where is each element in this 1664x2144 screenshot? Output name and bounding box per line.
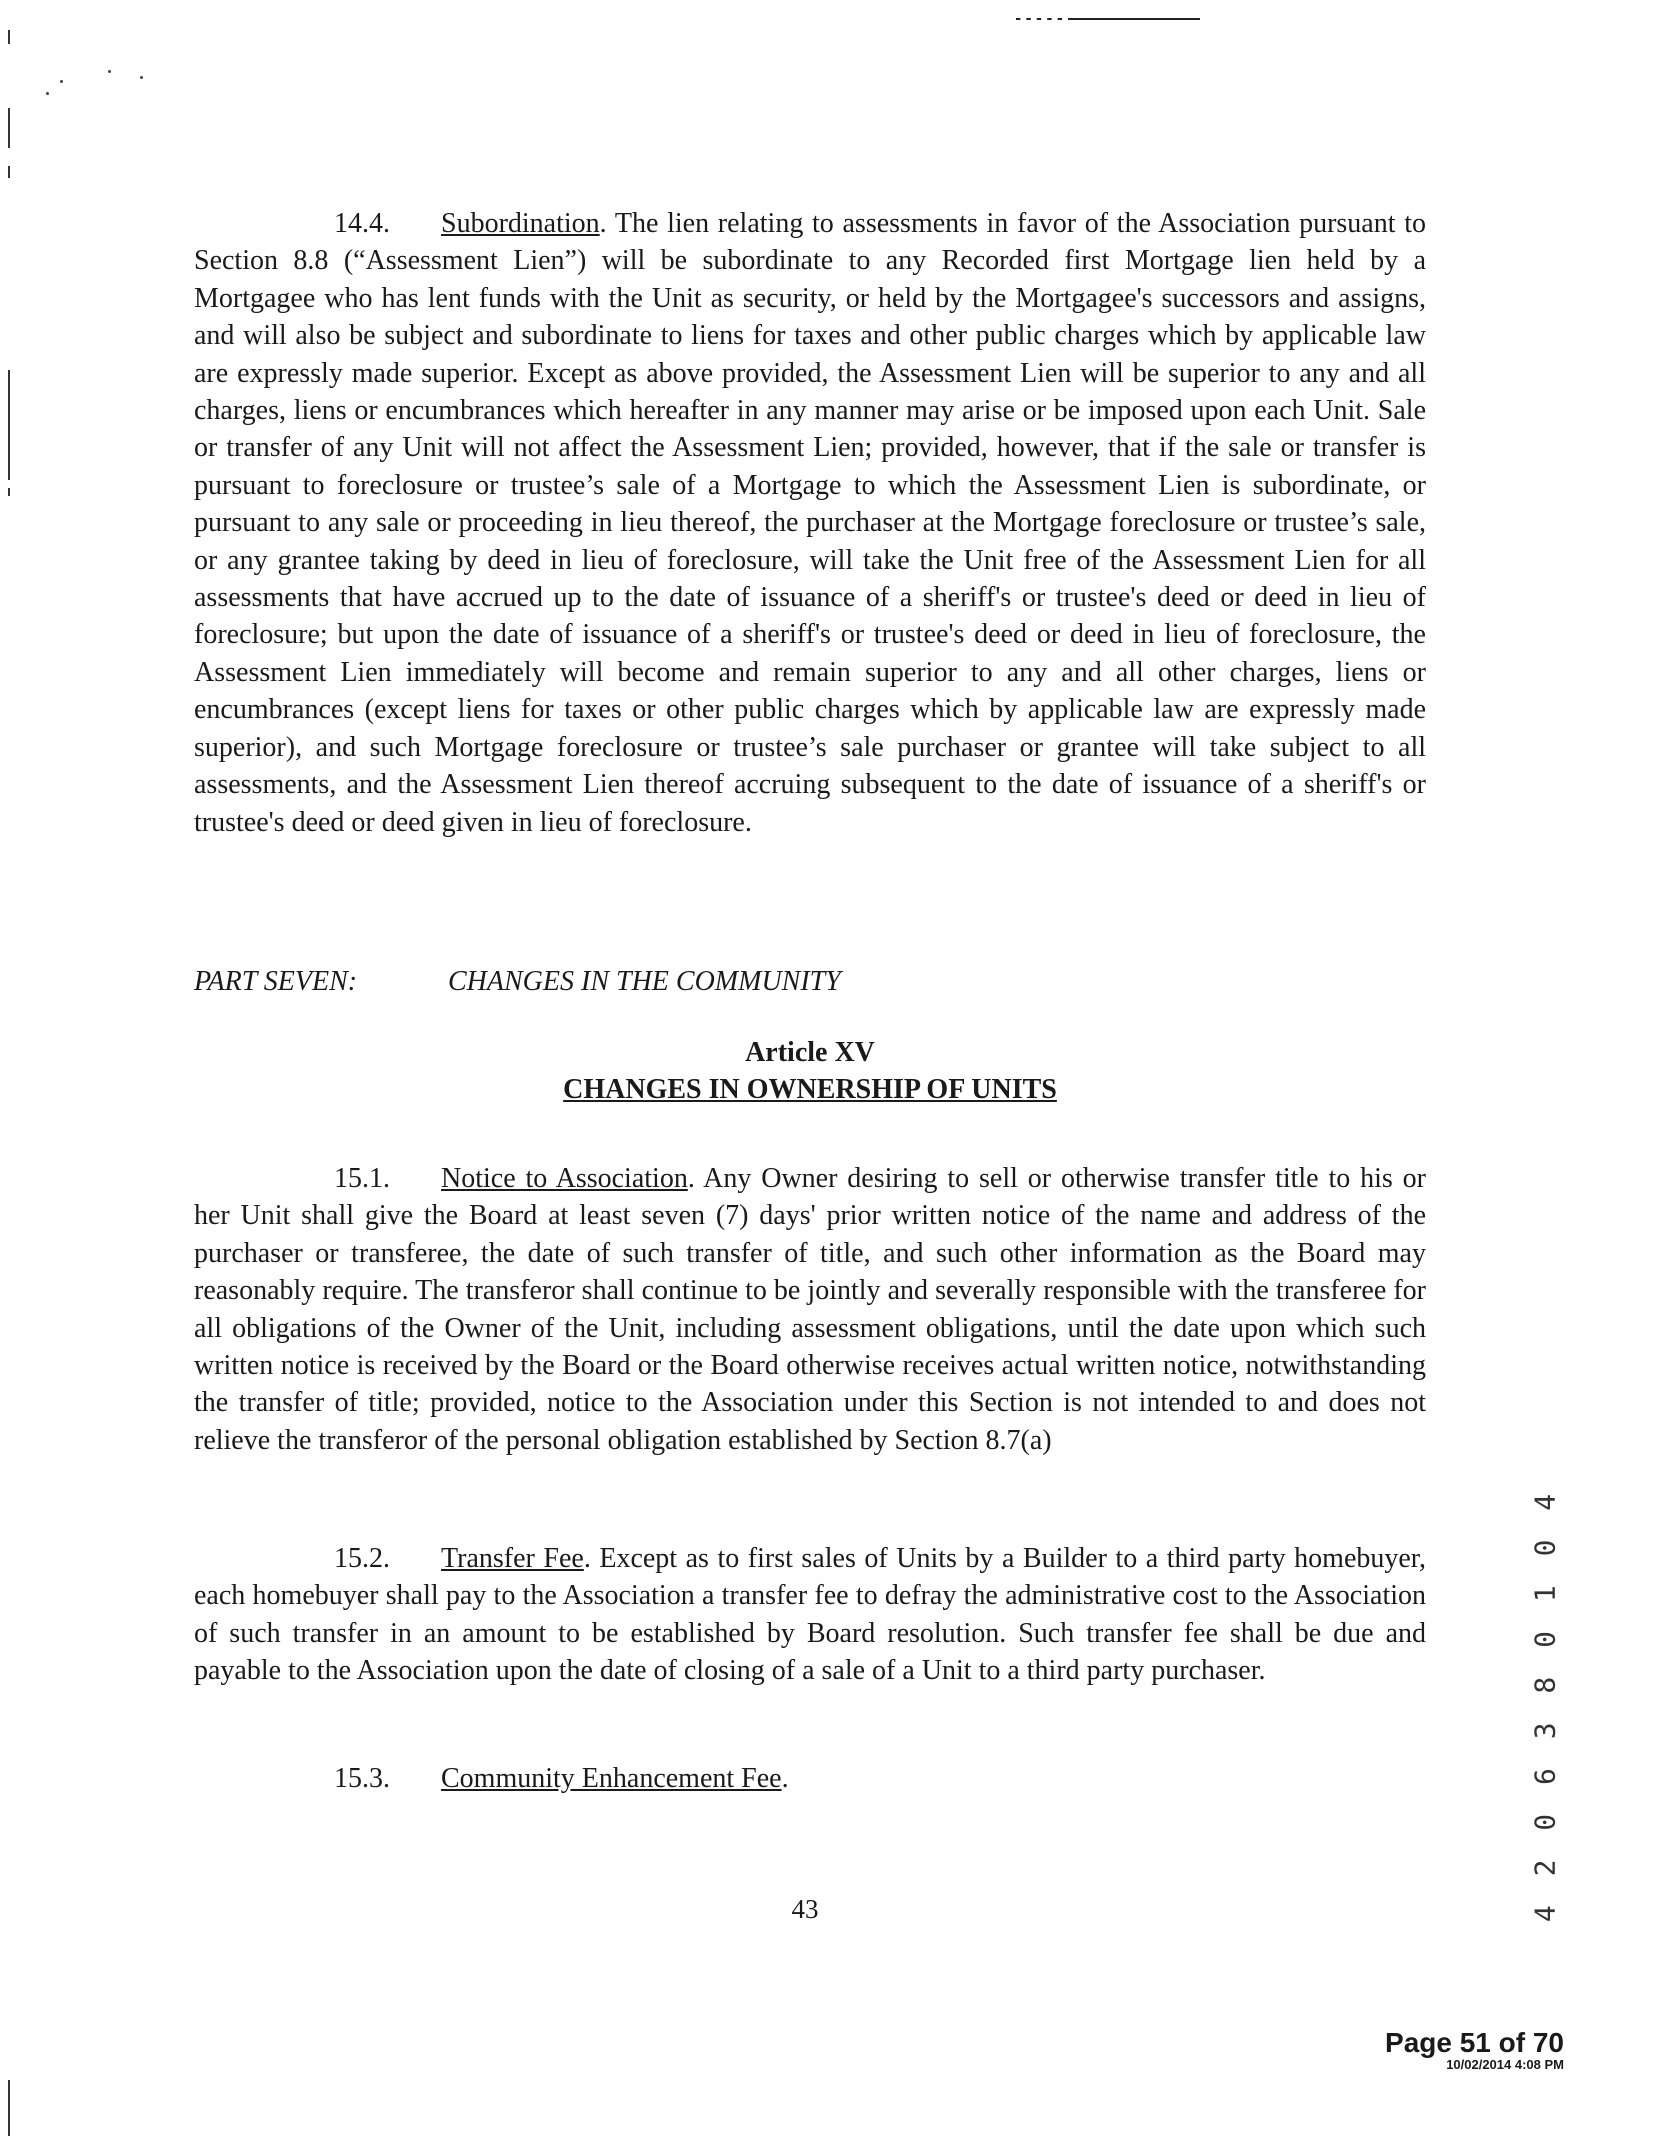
section-15-1 (194, 1160, 1426, 1459)
section-body: Any Owner desiring to sell or otherwise transfer title to his or her Unit shall give the Board at least seven (7) days' prior written notice of the name and address of the purchaser or transferee, the date of such transfer of title, and such other information as the Board may reasonably require. The transferor shall continue to be jointly and severally responsible with the transferee for all obligations of the Owner of the Unit, including assessment obligations, until the date upon which such written notice is received by the Board or the Board otherwise receives actual written notice, notwithstanding the transfer of title; provided, notice to the Association under this Section is not intended to and does not relieve the transferor of the personal obligation established by Section 8.7(a) (194, 1163, 1426, 1456)
article-title: CHANGES IN OWNERSHIP OF UNITS (563, 1074, 1057, 1105)
section-body: Except as to first sales of Units by a Builder to a third party homebuyer, each homebuyer shall pay to the Association a transfer fee to defray the administrative cost to the Association of such transfer in an amount to be established by Board resolution. Such transfer fee shall be due and payable to the Association upon the date of closing of a sale of a Unit to a third party purchaser. (194, 1543, 1426, 1687)
section-number: 15.2. (334, 1543, 390, 1574)
scan-top-dash (1010, 18, 1068, 20)
section-15-2 (194, 1540, 1426, 1690)
page-count: Page 51 of 70 (1385, 2027, 1564, 2058)
part-title: CHANGES IN THE COMMUNITY (448, 966, 841, 997)
scan-speck (60, 80, 63, 83)
page-footer (1385, 2028, 1564, 2072)
part-label: PART SEVEN: (194, 966, 358, 997)
part-heading (194, 966, 841, 998)
recording-number-stamp (1515, 1487, 1575, 1923)
scan-edge-mark (8, 30, 10, 44)
scan-edge-mark (8, 488, 10, 496)
recording-number: 4 2 0 6 3 8 0 1 0 4 (1528, 1487, 1562, 1923)
section-title-period: . (583, 1543, 600, 1574)
article-heading (194, 1034, 1426, 1108)
section-title-period: . (781, 1763, 789, 1794)
scan-edge-mark (8, 108, 10, 148)
section-number: 14.4. (334, 208, 390, 239)
scan-speck (108, 70, 111, 73)
section-number: 15.3. (334, 1763, 390, 1794)
scan-speck (46, 92, 49, 95)
print-timestamp: 10/02/2014 4:08 PM (1446, 2057, 1564, 2072)
page-number: 43 (791, 1894, 819, 1924)
scan-speck (140, 76, 143, 79)
section-number: 15.1. (334, 1163, 390, 1194)
article-number: Article XV (745, 1037, 875, 1068)
section-15-3 (194, 1760, 1426, 1797)
section-title: Transfer Fee (441, 1543, 584, 1574)
section-title: Subordination (441, 208, 600, 239)
scan-edge-mark (8, 2080, 10, 2136)
section-title: Community Enhancement Fee (441, 1763, 782, 1794)
section-title-period: . (599, 208, 615, 239)
section-14-4 (194, 205, 1426, 841)
section-title-period: . (687, 1163, 704, 1194)
scan-edge-mark (8, 166, 10, 178)
scan-edge-mark (8, 370, 10, 480)
section-body: The lien relating to assessments in favor of the Association pursuant to Section 8.8 (“Assessment Lien”) will be subordinate to any Recorded first Mortgage lien held by a Mortgagee who has lent funds with the Unit as security, or held by the Mortgagee's successors and assigns, and will also be subject and subordinate to liens for taxes and other public charges which by applicable law are expressly made superior. Except as above provided, the Assessment Lien will be superior to any and all charges, liens or encumbrances which hereafter in any manner may arise or be imposed upon each Unit. Sale or transfer of any Unit will not affect the Assessment Lien; provided, however, that if the sale or transfer is pursuant to foreclosure or trustee’s sale of a Mortgage to which the Assessment Lien is subordinate, or pursuant to any sale or proceeding in lieu thereof, the purchaser at the Mortgage foreclosure or trustee’s sale, or any grantee taking by deed in lieu of foreclosure, will take the Unit free of the Assessment Lien for all assessments that have accrued up to the date of issuance of a sheriff's or trustee's deed or deed in lieu of foreclosure; but upon the date of issuance of a sheriff's or trustee's deed or deed in lieu of foreclosure, the Assessment Lien immediately will become and remain superior to any and all other charges, liens or encumbrances (except liens for taxes or other public charges which by applicable law are expressly made superior), and such Mortgage foreclosure or trustee’s sale purchaser or grantee will take subject to all assessments, and the Assessment Lien thereof accruing subsequent to the date of issuance of a sheriff's or trustee's deed or deed given in lieu of foreclosure. (194, 208, 1426, 838)
section-title: Notice to Association (441, 1163, 688, 1194)
